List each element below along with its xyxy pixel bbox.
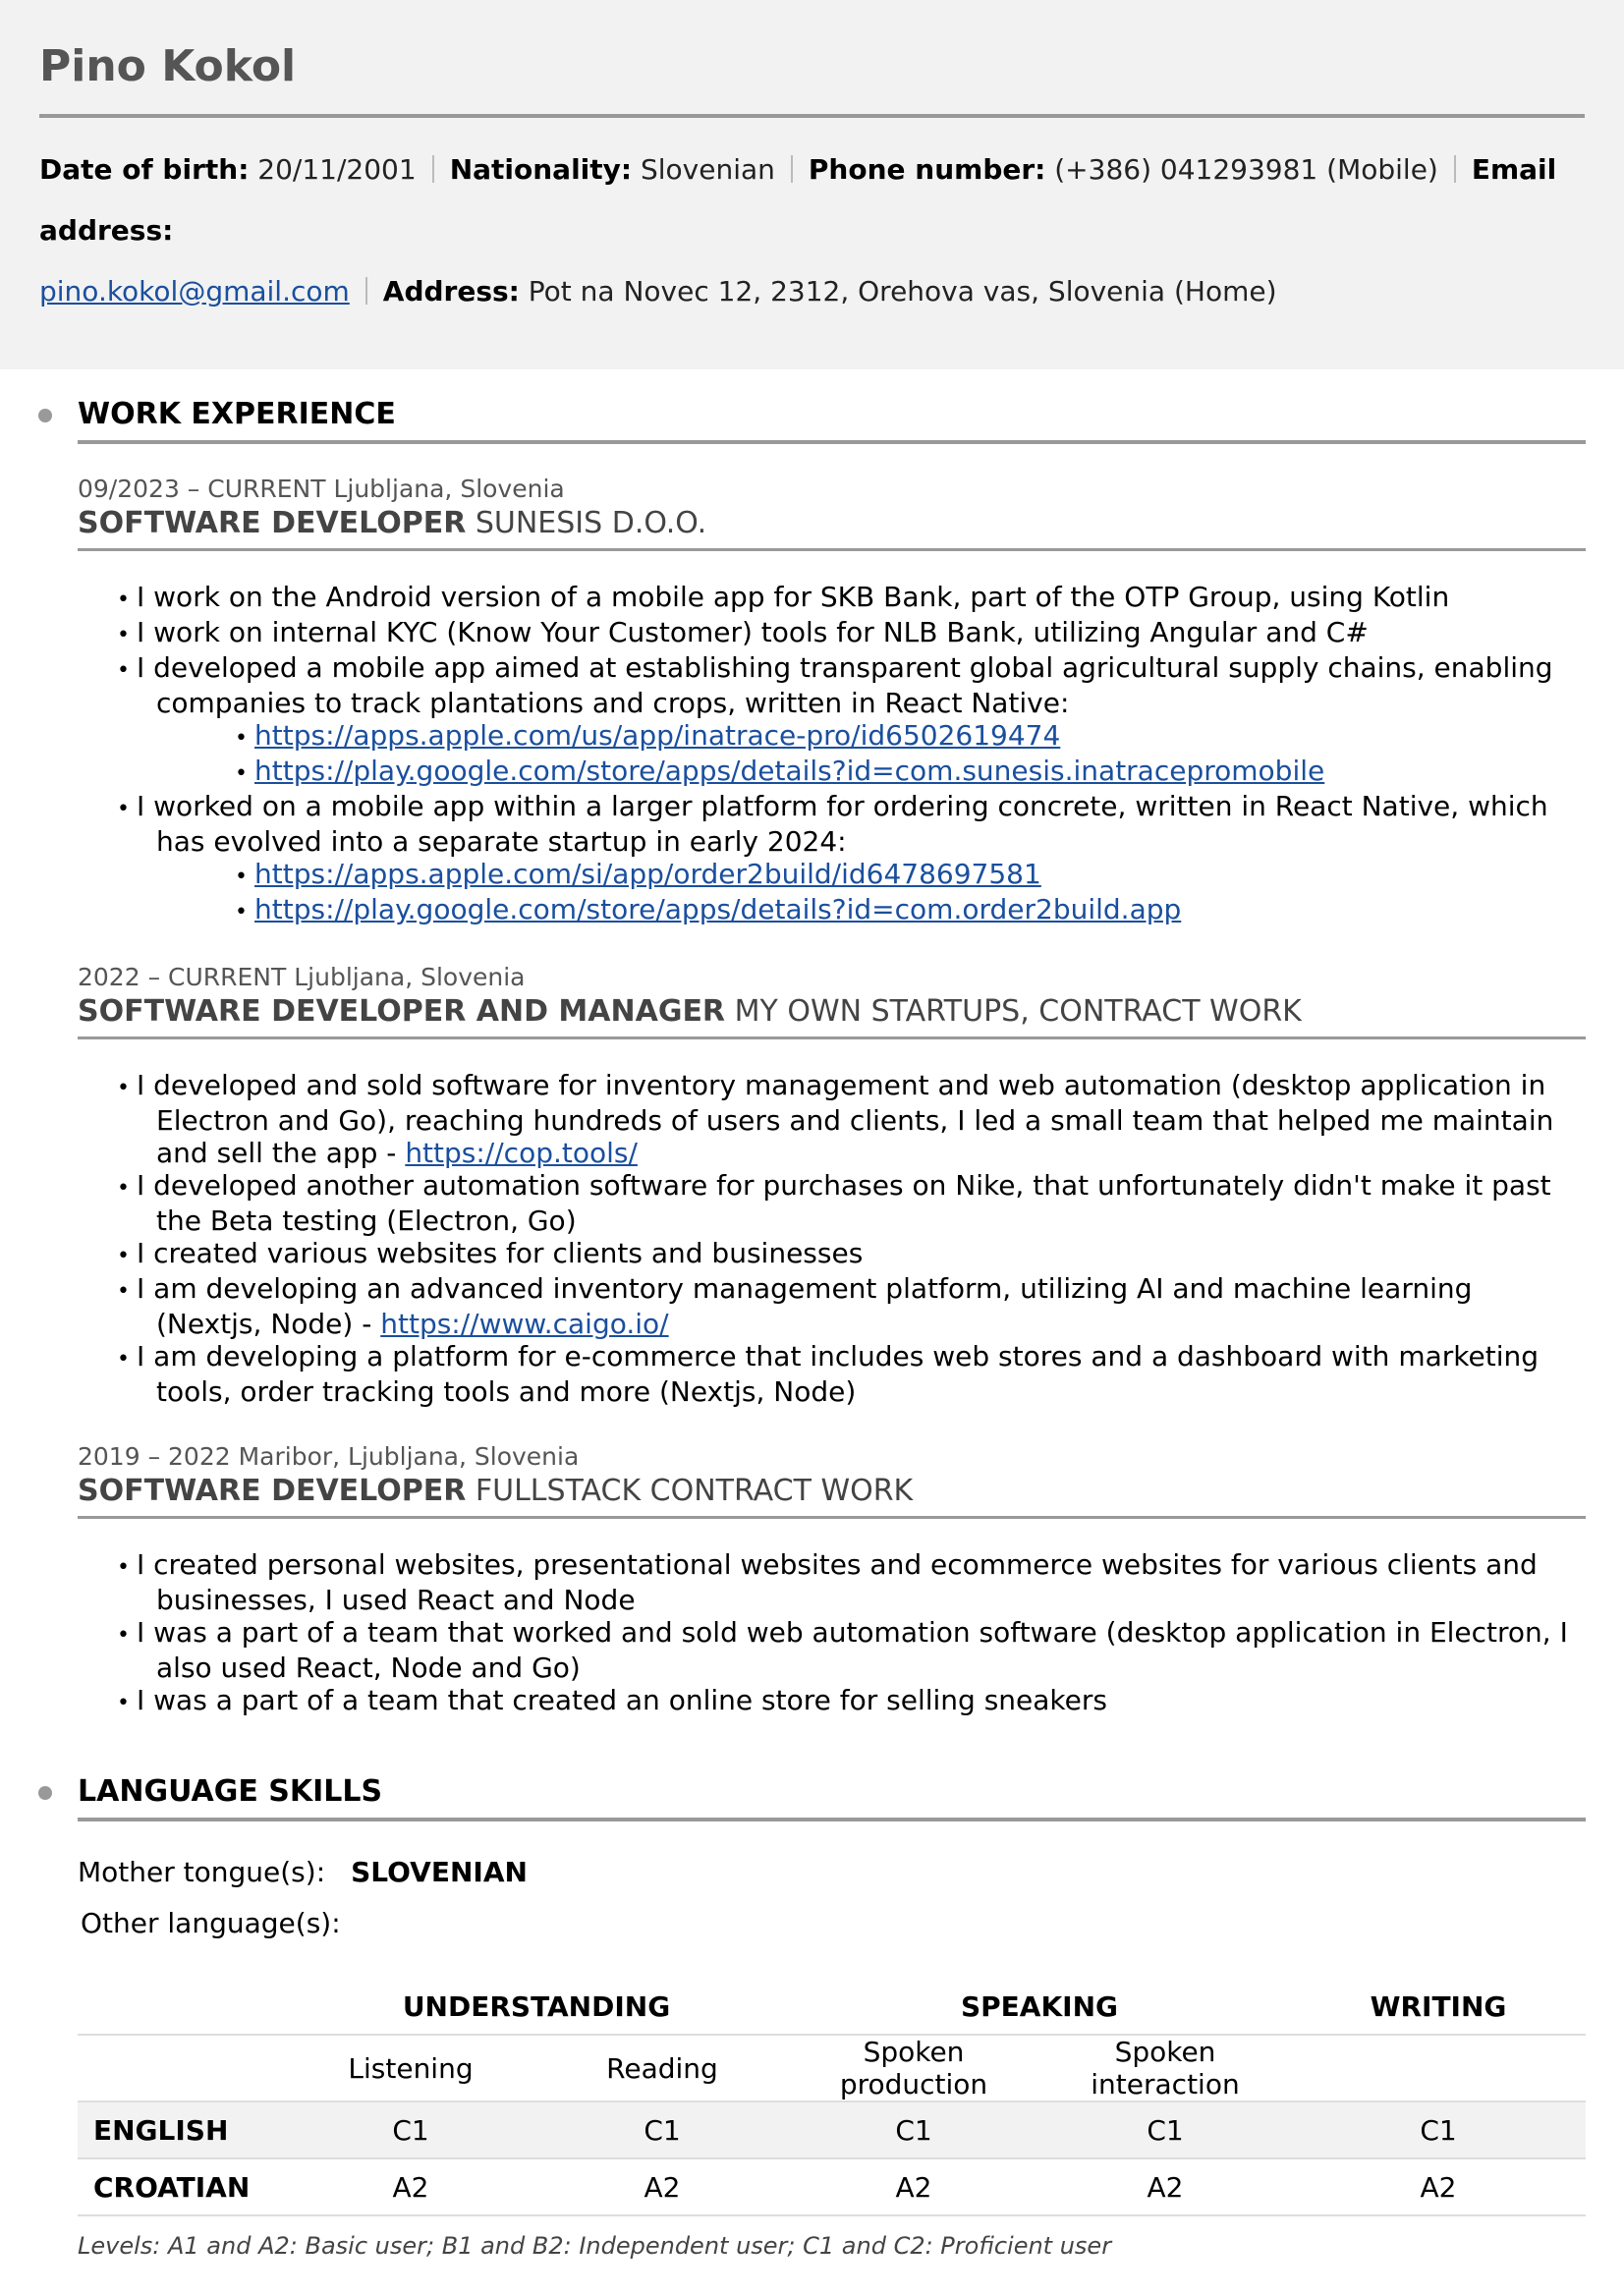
- sub-spoken-interaction: Spoken interaction: [1039, 2035, 1291, 2101]
- job-meta: 2022 – CURRENT Ljubljana, Slovenia: [78, 963, 526, 991]
- separator: [1454, 155, 1456, 183]
- sub-list-item: [235, 719, 1586, 755]
- table-header-row: [78, 1979, 1586, 2035]
- job-divider: [78, 548, 1586, 551]
- section-bullet-icon: [38, 1786, 52, 1800]
- contact-info: [39, 140, 1585, 322]
- play-store-link[interactable]: https://play.google.com/store/apps/details?id=com.order2build.app: [254, 893, 1182, 925]
- dob-value: 20/11/2001: [249, 153, 417, 186]
- sub-list-item: [235, 893, 1586, 928]
- job-entry: [78, 474, 1586, 928]
- language-name: ENGLISH: [78, 2101, 285, 2158]
- level-cell: A2: [1291, 2158, 1586, 2215]
- job-entry: [78, 962, 1586, 1408]
- sub-reading: Reading: [536, 2035, 788, 2101]
- level-cell: A2: [1039, 2158, 1291, 2215]
- language-skills-table: [78, 1979, 1586, 2216]
- job-role: SOFTWARE DEVELOPER: [78, 1474, 467, 1508]
- list-item: • I created personal websites, presentational websites and ecommerce websites for various clients and businesses, I used React and Node: [117, 1548, 1586, 1616]
- group-understanding: UNDERSTANDING: [402, 1989, 671, 2023]
- job-entry: [78, 1441, 1586, 1719]
- language-name: CROATIAN: [78, 2158, 285, 2215]
- nationality-value: Slovenian: [632, 153, 775, 186]
- list-item: [117, 1272, 1586, 1340]
- job-bullets: [78, 1069, 1586, 1408]
- job-org: SUNESIS D.O.O.: [466, 506, 707, 540]
- email-label: Email address:: [39, 153, 1557, 247]
- mother-tongue-value: SLOVENIAN: [351, 1856, 528, 1888]
- job-divider: [78, 1036, 1586, 1039]
- job-meta: 09/2023 – CURRENT Ljubljana, Slovenia: [78, 475, 565, 503]
- nationality-label: Nationality:: [449, 153, 633, 186]
- section-bullet-icon: [38, 409, 52, 422]
- list-item: [117, 651, 1586, 790]
- separator: [432, 155, 434, 183]
- job-org: MY OWN STARTUPS, CONTRACT WORK: [725, 994, 1302, 1029]
- play-store-link[interactable]: https://play.google.com/store/apps/details?id=com.sunesis.inatracepromobile: [254, 755, 1325, 787]
- level-cell: A2: [788, 2158, 1039, 2215]
- table-row: [78, 2101, 1586, 2158]
- section-divider: [78, 440, 1586, 444]
- section-title: LANGUAGE SKILLS: [78, 1774, 383, 1809]
- list-item: • I work on the Android version of a mobile app for SKB Bank, part of the OTP Group, using Kotlin: [117, 581, 1586, 616]
- caigo-link[interactable]: https://www.caigo.io/: [380, 1308, 669, 1340]
- dob-label: Date of birth:: [39, 153, 250, 186]
- list-item-text: I worked on a mobile app within a larger platform for ordering concrete, written in React Native, which has evolved into a separate startup in early 2024:: [137, 790, 1548, 858]
- list-item: • I developed another automation software for purchases on Nike, that unfortunately didn't make it past the Beta testing (Electron, Go): [117, 1169, 1586, 1237]
- level-cell: C1: [788, 2101, 1039, 2158]
- list-item: • I am developing a platform for e-commerce that includes web stores and a dashboard with marketing tools, order tracking tools and more (Nextjs, Node): [117, 1340, 1586, 1408]
- phone-label: Phone number:: [808, 153, 1046, 186]
- sub-list: [156, 858, 1586, 928]
- sub-list: [156, 719, 1586, 790]
- list-item-text: I developed and sold software for inventory management and web automation (desktop application in Electron and Go), reaching hundreds of users and clients, I led a small team that helped me maintain and sell the app -: [137, 1069, 1554, 1169]
- list-item: • I created various websites for clients and businesses: [117, 1237, 1586, 1272]
- list-item: • I was a part of a team that worked and sold web automation software (desktop application in Electron, I also used React, Node and Go): [117, 1616, 1586, 1684]
- job-bullets: [78, 1548, 1586, 1719]
- sub-list-item: [235, 755, 1586, 790]
- levels-legend: Levels: A1 and A2: Basic user; B1 and B2: Independent user; C1 and C2: Proficient user: [78, 2232, 1112, 2260]
- sub-spoken-production: Spoken production: [788, 2035, 1039, 2101]
- header-divider: [39, 114, 1585, 118]
- app-store-link[interactable]: https://apps.apple.com/si/app/order2build/id6478697581: [254, 858, 1041, 890]
- sub-list-item: [235, 858, 1586, 893]
- cv-header: [0, 0, 1624, 369]
- address-label: Address:: [382, 275, 520, 308]
- job-org: FULLSTACK CONTRACT WORK: [466, 1474, 914, 1508]
- job-divider: [78, 1516, 1586, 1519]
- table-row: [78, 2158, 1586, 2215]
- group-speaking: SPEAKING: [960, 1989, 1118, 2023]
- job-title: [78, 1473, 1586, 1510]
- level-cell: A2: [536, 2158, 788, 2215]
- separator: [365, 277, 367, 305]
- list-item: • I was a part of a team that created an online store for selling sneakers: [117, 1684, 1586, 1719]
- job-meta: 2019 – 2022 Maribor, Ljubljana, Slovenia: [78, 1442, 580, 1471]
- job-role: SOFTWARE DEVELOPER: [78, 506, 467, 540]
- table-subheader-row: [78, 2035, 1586, 2101]
- level-cell: C1: [1291, 2101, 1586, 2158]
- level-cell: A2: [285, 2158, 536, 2215]
- level-cell: C1: [1039, 2101, 1291, 2158]
- sub-listening: Listening: [285, 2035, 536, 2101]
- person-name: Pino Kokol: [39, 41, 297, 91]
- job-role: SOFTWARE DEVELOPER AND MANAGER: [78, 994, 726, 1029]
- mother-tongue: [78, 1855, 1586, 1890]
- job-title: [78, 993, 1586, 1031]
- cop-tools-link[interactable]: https://cop.tools/: [405, 1137, 638, 1169]
- list-item: [117, 1069, 1586, 1169]
- other-languages-label: Other language(s):: [81, 1907, 341, 1939]
- mother-tongue-label: Mother tongue(s):: [78, 1856, 326, 1888]
- section-title: WORK EXPERIENCE: [78, 397, 396, 431]
- group-writing: WRITING: [1370, 1989, 1507, 2023]
- separator: [791, 155, 793, 183]
- list-item-text: I am developing an advanced inventory management platform, utilizing AI and machine learning (Nextjs, Node) -: [137, 1272, 1473, 1340]
- work-experience-section: [78, 395, 1586, 1719]
- language-skills-section: [78, 1772, 1586, 2262]
- phone-value: (+386) 041293981 (Mobile): [1045, 153, 1438, 186]
- section-divider: [78, 1818, 1586, 1821]
- email-link[interactable]: pino.kokol@gmail.com: [39, 275, 350, 308]
- list-item: • I work on internal KYC (Know Your Customer) tools for NLB Bank, utilizing Angular and C#: [117, 616, 1586, 651]
- level-cell: C1: [536, 2101, 788, 2158]
- app-store-link[interactable]: https://apps.apple.com/us/app/inatrace-pro/id6502619474: [254, 719, 1061, 752]
- level-cell: C1: [285, 2101, 536, 2158]
- job-bullets: [78, 581, 1586, 928]
- list-item: [117, 790, 1586, 928]
- address-value: Pot na Novec 12, 2312, Orehova vas, Slovenia (Home): [519, 275, 1277, 308]
- list-item-text: I developed a mobile app aimed at establishing transparent global agricultural supply chains, enabling companies to track plantations and crops, written in React Native:: [137, 651, 1553, 719]
- job-title: [78, 505, 1586, 542]
